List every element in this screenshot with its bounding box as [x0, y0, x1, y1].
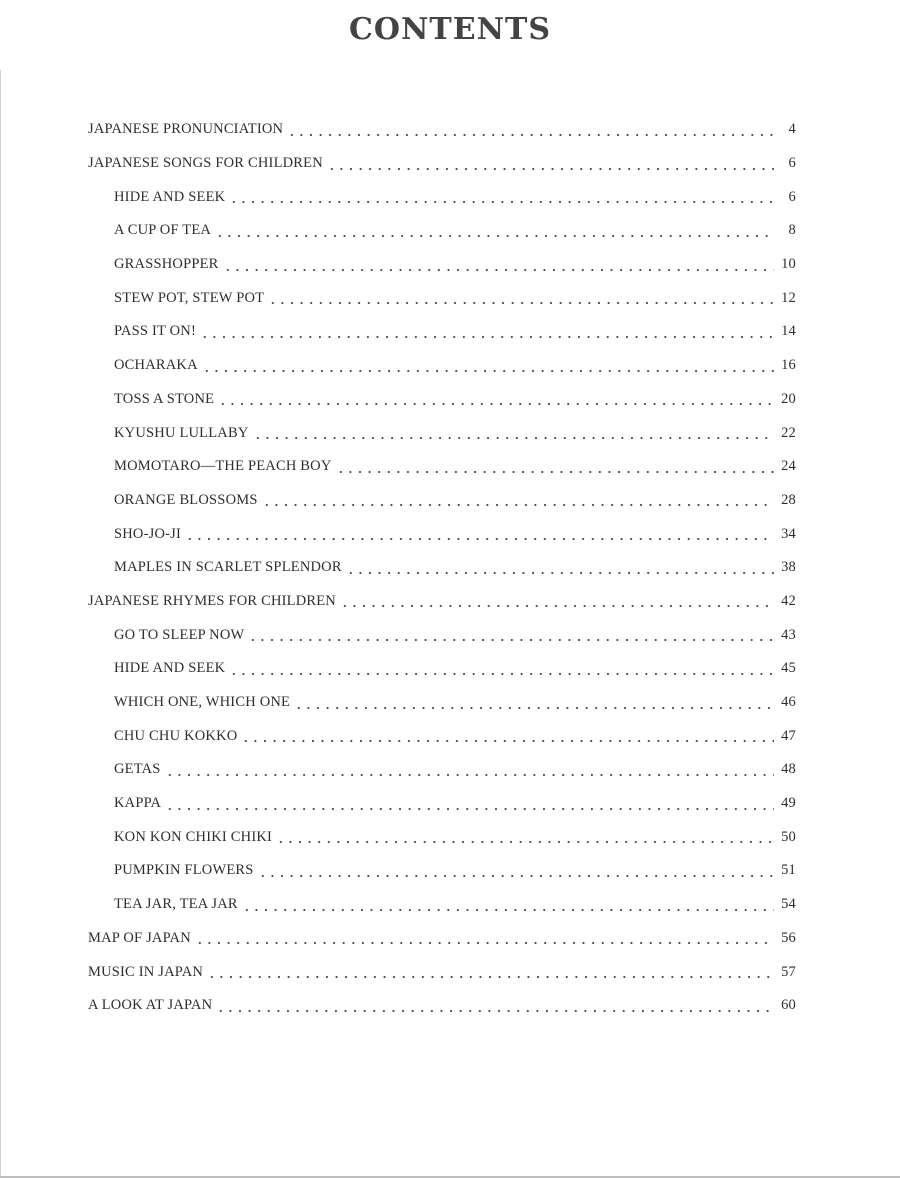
dot-leader [195, 931, 774, 945]
dot-leader [276, 830, 774, 844]
toc-entry-title: A CUP OF TEA [114, 222, 212, 239]
dot-leader [327, 157, 774, 171]
toc-entry-title: PUMPKIN FLOWERS [114, 862, 254, 879]
toc-entry-page-number: 28 [781, 491, 796, 508]
dot-leader [165, 763, 774, 777]
toc-entry [88, 989, 796, 1023]
toc-entry [88, 652, 796, 686]
toc-entry [88, 214, 796, 248]
dot-leader [202, 359, 774, 373]
dot-leader [258, 864, 774, 878]
toc-entry-page-number: 49 [781, 795, 796, 812]
toc-entry [88, 180, 796, 214]
dot-leader [294, 696, 774, 710]
table-of-contents [88, 113, 796, 1023]
toc-entry-title: MOMOTARO—THE PEACH BOY [114, 458, 332, 475]
toc-entry-title: MAP OF JAPAN [88, 929, 191, 946]
toc-entry-page-number: 8 [788, 222, 796, 239]
toc-entry [88, 854, 796, 888]
dot-leader [207, 965, 774, 979]
toc-entry-title: JAPANESE SONGS FOR CHILDREN [88, 155, 323, 172]
toc-entry-title: TOSS A STONE [114, 390, 215, 407]
toc-entry [88, 416, 796, 450]
toc-entry [88, 719, 796, 753]
toc-entry-title: SHO-JO-JI [114, 525, 182, 542]
dot-leader [287, 123, 774, 137]
toc-entry-page-number: 22 [781, 424, 796, 441]
toc-entry-page-number: 45 [781, 660, 796, 677]
toc-entry [88, 147, 796, 181]
dot-leader [242, 898, 774, 912]
toc-entry [88, 686, 796, 720]
toc-entry [88, 888, 796, 922]
toc-entry-page-number: 42 [781, 592, 796, 609]
toc-entry-page-number: 38 [781, 559, 796, 576]
toc-entry [88, 349, 796, 383]
dot-leader [215, 224, 774, 238]
toc-entry-page-number: 34 [781, 525, 796, 542]
dot-leader [241, 729, 774, 743]
toc-entry-page-number: 51 [781, 862, 796, 879]
toc-entry [88, 753, 796, 787]
dot-leader [340, 594, 774, 608]
dot-leader [253, 426, 774, 440]
toc-entry [88, 248, 796, 282]
toc-entry-page-number: 16 [781, 357, 796, 374]
toc-entry-page-number: 14 [781, 323, 796, 340]
dot-leader [248, 628, 774, 642]
toc-entry-title: PASS IT ON! [114, 323, 196, 340]
toc-entry-title: A LOOK AT JAPAN [88, 997, 213, 1014]
dot-leader [229, 190, 774, 204]
toc-entry [88, 450, 796, 484]
toc-entry [88, 955, 796, 989]
dot-leader [268, 291, 774, 305]
page-edge-left [0, 70, 1, 1178]
toc-entry [88, 281, 796, 315]
toc-entry-page-number: 60 [781, 997, 796, 1014]
toc-entry [88, 517, 796, 551]
dot-leader [346, 561, 774, 575]
toc-entry [88, 618, 796, 652]
toc-entry [88, 484, 796, 518]
toc-entry-title: HIDE AND SEEK [114, 188, 226, 205]
toc-entry-title: KAPPA [114, 795, 162, 812]
toc-entry-title: KYUSHU LULLABY [114, 424, 249, 441]
toc-entry-page-number: 54 [781, 896, 796, 913]
toc-entry-title: GO TO SLEEP NOW [114, 626, 245, 643]
toc-entry-title: JAPANESE RHYMES FOR CHILDREN [88, 592, 336, 609]
toc-entry [88, 315, 796, 349]
toc-entry-page-number: 24 [781, 458, 796, 475]
toc-entry-page-number: 50 [781, 828, 796, 845]
toc-entry-title: ORANGE BLOSSOMS [114, 491, 258, 508]
toc-entry-title: TEA JAR, TEA JAR [114, 896, 238, 913]
toc-entry-title: MUSIC IN JAPAN [88, 963, 204, 980]
dot-leader [200, 325, 774, 339]
toc-entry-page-number: 47 [781, 727, 796, 744]
toc-entry-page-number: 6 [788, 155, 796, 172]
dot-leader [216, 999, 774, 1013]
toc-entry [88, 820, 796, 854]
toc-entry [88, 787, 796, 821]
toc-entry-page-number: 48 [781, 761, 796, 778]
toc-entry [88, 922, 796, 956]
toc-entry-page-number: 20 [781, 390, 796, 407]
toc-entry-title: STEW POT, STEW POT [114, 289, 265, 306]
toc-entry [88, 383, 796, 417]
toc-entry-page-number: 10 [781, 256, 796, 273]
toc-entry-page-number: 46 [781, 694, 796, 711]
toc-entry-title: GRASSHOPPER [114, 256, 219, 273]
dot-leader [336, 460, 774, 474]
toc-entry [88, 585, 796, 619]
toc-entry-page-number: 12 [781, 289, 796, 306]
dot-leader [218, 392, 774, 406]
page-title: CONTENTS [348, 12, 552, 47]
toc-entry-title: MAPLES IN SCARLET SPLENDOR [114, 559, 342, 576]
toc-entry-page-number: 56 [781, 929, 796, 946]
toc-entry-page-number: 6 [788, 188, 796, 205]
dot-leader [262, 493, 774, 507]
toc-entry-title: HIDE AND SEEK [114, 660, 226, 677]
toc-entry-title: GETAS [114, 761, 161, 778]
toc-entry [88, 113, 796, 147]
toc-entry-page-number: 4 [788, 121, 796, 138]
dot-leader [223, 258, 774, 272]
toc-entry-page-number: 43 [781, 626, 796, 643]
dot-leader [165, 797, 774, 811]
toc-entry-title: KON KON CHIKI CHIKI [114, 828, 273, 845]
toc-entry-title: WHICH ONE, WHICH ONE [114, 694, 291, 711]
dot-leader [229, 662, 774, 676]
toc-entry-title: CHU CHU KOKKO [114, 727, 238, 744]
toc-entry-title: JAPANESE PRONUNCIATION [88, 121, 284, 138]
dot-leader [185, 527, 774, 541]
toc-entry-title: OCHARAKA [114, 357, 198, 374]
toc-entry [88, 551, 796, 585]
toc-entry-page-number: 57 [781, 963, 796, 980]
